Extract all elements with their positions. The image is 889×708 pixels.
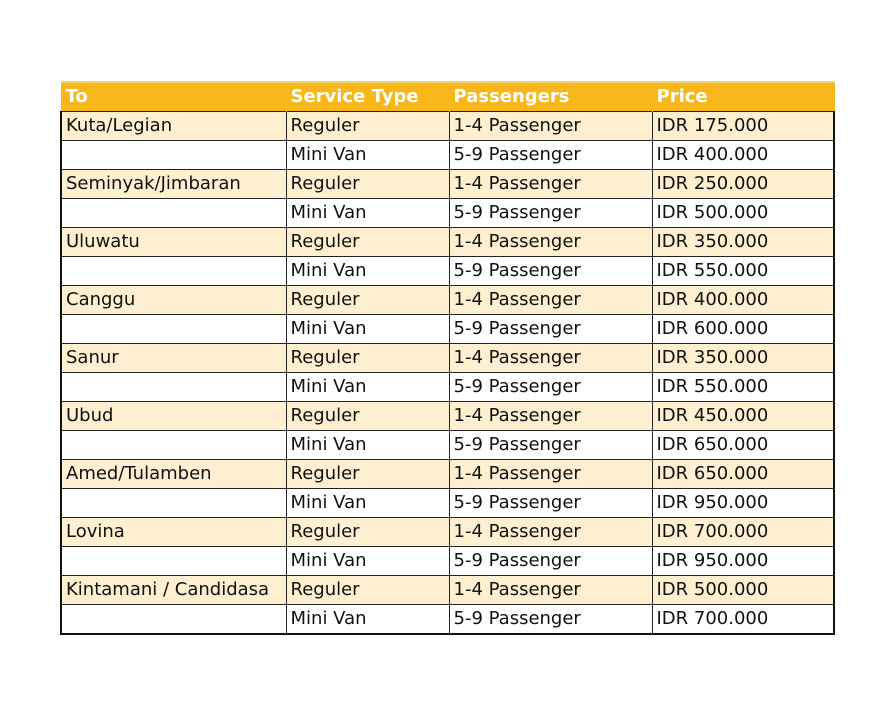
table-row — [61, 141, 834, 170]
table-row — [61, 344, 834, 373]
cell-service-type: Mini Van — [286, 199, 449, 228]
cell-service-type: Reguler — [286, 170, 449, 199]
table-row — [61, 518, 834, 547]
cell-destination — [61, 373, 286, 402]
cell-passengers: 5-9 Passenger — [449, 489, 652, 518]
cell-price: IDR 950.000 — [652, 489, 834, 518]
cell-passengers: 5-9 Passenger — [449, 257, 652, 286]
cell-service-type: Reguler — [286, 286, 449, 315]
cell-destination — [61, 257, 286, 286]
cell-destination — [61, 489, 286, 518]
cell-service-type: Reguler — [286, 112, 449, 141]
cell-price: IDR 400.000 — [652, 286, 834, 315]
cell-passengers: 1-4 Passenger — [449, 402, 652, 431]
header-to: To — [61, 82, 286, 112]
cell-passengers: 5-9 Passenger — [449, 199, 652, 228]
cell-price: IDR 600.000 — [652, 315, 834, 344]
cell-price: IDR 550.000 — [652, 373, 834, 402]
table-row — [61, 431, 834, 460]
cell-destination — [61, 141, 286, 170]
cell-passengers: 5-9 Passenger — [449, 373, 652, 402]
table-row — [61, 489, 834, 518]
cell-destination: Seminyak/Jimbaran — [61, 170, 286, 199]
cell-passengers: 1-4 Passenger — [449, 576, 652, 605]
cell-destination: Kuta/Legian — [61, 112, 286, 141]
table-row — [61, 547, 834, 576]
table-row — [61, 112, 834, 141]
cell-service-type: Mini Van — [286, 489, 449, 518]
table-row — [61, 576, 834, 605]
cell-price: IDR 950.000 — [652, 547, 834, 576]
cell-destination — [61, 547, 286, 576]
cell-passengers: 1-4 Passenger — [449, 112, 652, 141]
cell-passengers: 1-4 Passenger — [449, 170, 652, 199]
cell-price: IDR 650.000 — [652, 460, 834, 489]
cell-price: IDR 500.000 — [652, 199, 834, 228]
cell-passengers: 1-4 Passenger — [449, 344, 652, 373]
cell-passengers: 1-4 Passenger — [449, 460, 652, 489]
cell-price: IDR 175.000 — [652, 112, 834, 141]
cell-passengers: 5-9 Passenger — [449, 547, 652, 576]
cell-passengers: 1-4 Passenger — [449, 518, 652, 547]
cell-destination — [61, 605, 286, 635]
table-row — [61, 199, 834, 228]
table-row — [61, 286, 834, 315]
cell-price: IDR 500.000 — [652, 576, 834, 605]
table-row — [61, 257, 834, 286]
cell-passengers: 5-9 Passenger — [449, 605, 652, 635]
cell-passengers: 5-9 Passenger — [449, 141, 652, 170]
cell-passengers: 5-9 Passenger — [449, 315, 652, 344]
cell-service-type: Mini Van — [286, 431, 449, 460]
header-service-type: Service Type — [286, 82, 449, 112]
table-row — [61, 402, 834, 431]
cell-price: IDR 650.000 — [652, 431, 834, 460]
table-row — [61, 170, 834, 199]
cell-service-type: Reguler — [286, 518, 449, 547]
cell-service-type: Mini Van — [286, 605, 449, 635]
cell-service-type: Mini Van — [286, 373, 449, 402]
cell-destination: Lovina — [61, 518, 286, 547]
table-body — [61, 112, 834, 635]
cell-price: IDR 250.000 — [652, 170, 834, 199]
cell-service-type: Mini Van — [286, 547, 449, 576]
cell-price: IDR 700.000 — [652, 518, 834, 547]
cell-price: IDR 400.000 — [652, 141, 834, 170]
cell-service-type: Reguler — [286, 344, 449, 373]
cell-price: IDR 700.000 — [652, 605, 834, 635]
cell-service-type: Reguler — [286, 228, 449, 257]
cell-destination — [61, 431, 286, 460]
cell-destination: Canggu — [61, 286, 286, 315]
cell-price: IDR 350.000 — [652, 344, 834, 373]
cell-service-type: Mini Van — [286, 141, 449, 170]
table-row — [61, 228, 834, 257]
cell-passengers: 1-4 Passenger — [449, 286, 652, 315]
cell-price: IDR 450.000 — [652, 402, 834, 431]
table-row — [61, 460, 834, 489]
cell-service-type: Reguler — [286, 460, 449, 489]
cell-price: IDR 550.000 — [652, 257, 834, 286]
cell-passengers: 5-9 Passenger — [449, 431, 652, 460]
cell-destination: Sanur — [61, 344, 286, 373]
table-row — [61, 605, 834, 635]
transfer-price-table — [60, 81, 835, 635]
cell-destination: Ubud — [61, 402, 286, 431]
cell-service-type: Mini Van — [286, 257, 449, 286]
cell-price: IDR 350.000 — [652, 228, 834, 257]
cell-destination: Kintamani / Candidasa — [61, 576, 286, 605]
header-passengers: Passengers — [449, 82, 652, 112]
table-row — [61, 373, 834, 402]
cell-service-type: Reguler — [286, 402, 449, 431]
cell-destination: Uluwatu — [61, 228, 286, 257]
cell-destination: Amed/Tulamben — [61, 460, 286, 489]
cell-passengers: 1-4 Passenger — [449, 228, 652, 257]
table-header-row — [61, 82, 834, 112]
cell-service-type: Mini Van — [286, 315, 449, 344]
header-price: Price — [652, 82, 834, 112]
cell-destination — [61, 315, 286, 344]
table-row — [61, 315, 834, 344]
cell-destination — [61, 199, 286, 228]
price-table-container — [60, 81, 833, 635]
cell-service-type: Reguler — [286, 576, 449, 605]
